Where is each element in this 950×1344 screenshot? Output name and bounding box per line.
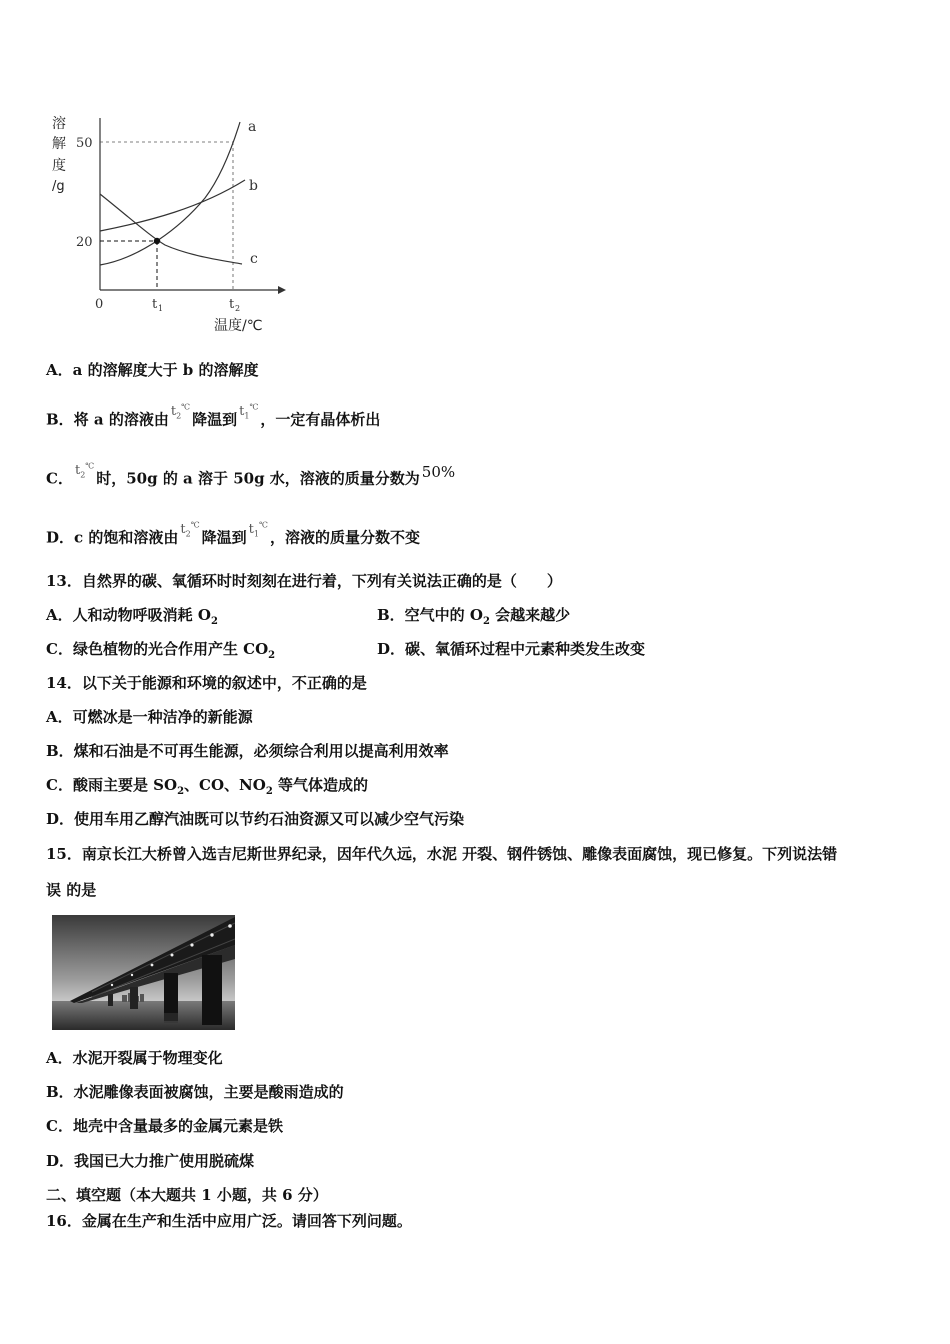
xtick-t1: t bbox=[152, 297, 158, 312]
q12-d-t1: $t_1^℃$ bbox=[248, 521, 268, 539]
q12-option-b bbox=[46, 403, 381, 436]
q12-d-post: ，溶液的质量分数不变 bbox=[269, 528, 420, 547]
q14-option-b: B．煤和石油是不可再生能源，必须综合利用以提高利用效率 bbox=[46, 742, 449, 760]
q14-option-c: C．酸雨主要是 $SO_2$、CO、$NO_2$ 等气体造成的 bbox=[46, 776, 369, 797]
q12-c-pre: C． bbox=[46, 469, 73, 488]
curve-a bbox=[100, 122, 240, 265]
q13-option-b: B．空气中的 $O_2$ 会越来越少 bbox=[377, 606, 571, 627]
q12-option-c bbox=[46, 462, 456, 495]
q12-c-pct: 50% bbox=[421, 463, 456, 482]
q12-d-t2: $t_2^℃$ bbox=[180, 521, 200, 539]
q12-c-mid: 时，50g 的 a 溶于 50g 水，溶液的质量分数为 bbox=[96, 469, 420, 488]
intersection-point bbox=[154, 238, 160, 244]
q13-stem: 13．自然界的碳、氧循环时时刻刻在进行着，下列有关说法正确的是（ ） bbox=[46, 572, 562, 590]
q12-d-pre: D．c 的饱和溶液由 bbox=[46, 528, 179, 547]
q12-c-t2: $t_2^℃$ bbox=[74, 462, 95, 480]
ytick-20: 20 bbox=[76, 235, 93, 250]
q14-option-a: A．可燃冰是一种洁净的新能源 bbox=[46, 708, 253, 726]
q15-option-b: B．水泥雕像表面被腐蚀，主要是酸雨造成的 bbox=[46, 1083, 344, 1101]
curve-label-b: b bbox=[249, 178, 258, 194]
curve-label-a: a bbox=[248, 119, 257, 135]
q13-option-c: C．绿色植物的光合作用产生 $CO_2$ bbox=[46, 640, 276, 661]
q13-option-a: A．人和动物呼吸消耗 $O_2$ bbox=[46, 606, 218, 627]
q12-b-post: ，一定有晶体析出 bbox=[260, 410, 381, 429]
q15-option-c: C．地壳中含量最多的金属元素是铁 bbox=[46, 1117, 283, 1135]
q12-b-t2: $t_2^℃$ bbox=[170, 403, 191, 421]
xtick-t1-sub: 1 bbox=[158, 304, 164, 313]
xtick-0: 0 bbox=[95, 297, 104, 312]
ytick-50: 50 bbox=[76, 136, 93, 151]
q16-stem: 16．金属在生产和生活中应用广泛。请回答下列问题。 bbox=[46, 1212, 412, 1230]
q12-b-mid: 降温到 bbox=[192, 410, 238, 429]
curve-b bbox=[100, 180, 245, 231]
ylabel-4: /g bbox=[52, 179, 65, 194]
q12-d-mid: 降温到 bbox=[201, 528, 247, 547]
xtick-t2: t bbox=[229, 297, 235, 312]
xtick-t2-sub: 2 bbox=[235, 304, 241, 313]
curve-label-c: c bbox=[250, 251, 258, 267]
xlabel: 温度/℃ bbox=[214, 318, 263, 334]
q12-b-t1: $t_1^℃$ bbox=[239, 403, 259, 421]
ylabel-3: 度 bbox=[52, 158, 66, 174]
q14-stem: 14．以下关于能源和环境的叙述中，不正确的是 bbox=[46, 674, 367, 692]
x-axis-arrow bbox=[278, 286, 286, 294]
solubility-graph bbox=[40, 108, 300, 338]
ylabel-2: 解 bbox=[52, 136, 66, 152]
q14-option-d: D．使用车用乙醇汽油既可以节约石油资源又可以减少空气污染 bbox=[46, 810, 465, 828]
ylabel-1: 溶 bbox=[52, 116, 66, 132]
q15-stem-line1: 15．南京长江大桥曾入选吉尼斯世界纪录，因年代久远，水泥 开裂、钢件锈蚀、雕像表面腐蚀，现已修复。下列说法错 bbox=[46, 845, 838, 863]
bridge-photo-svg bbox=[52, 915, 235, 1030]
q12-b-pre: B．将 a 的溶液由 bbox=[46, 410, 169, 429]
q13-option-d: D．碳、氧循环过程中元素种类发生改变 bbox=[377, 640, 646, 658]
section-heading: 二、填空题（本大题共 1 小题，共 6 分） bbox=[46, 1186, 328, 1204]
q15-option-a: A．水泥开裂属于物理变化 bbox=[46, 1049, 223, 1067]
q15-stem-line2: 误 的是 bbox=[46, 881, 97, 899]
q15-option-d: D．我国已大力推广使用脱硫煤 bbox=[46, 1152, 255, 1170]
solubility-graph-svg bbox=[40, 108, 300, 338]
q12-option-d bbox=[46, 521, 420, 554]
curve-c bbox=[100, 194, 242, 264]
q12-option-a: A．a 的溶解度大于 b 的溶解度 bbox=[46, 361, 259, 379]
bridge-photo bbox=[52, 915, 235, 1030]
